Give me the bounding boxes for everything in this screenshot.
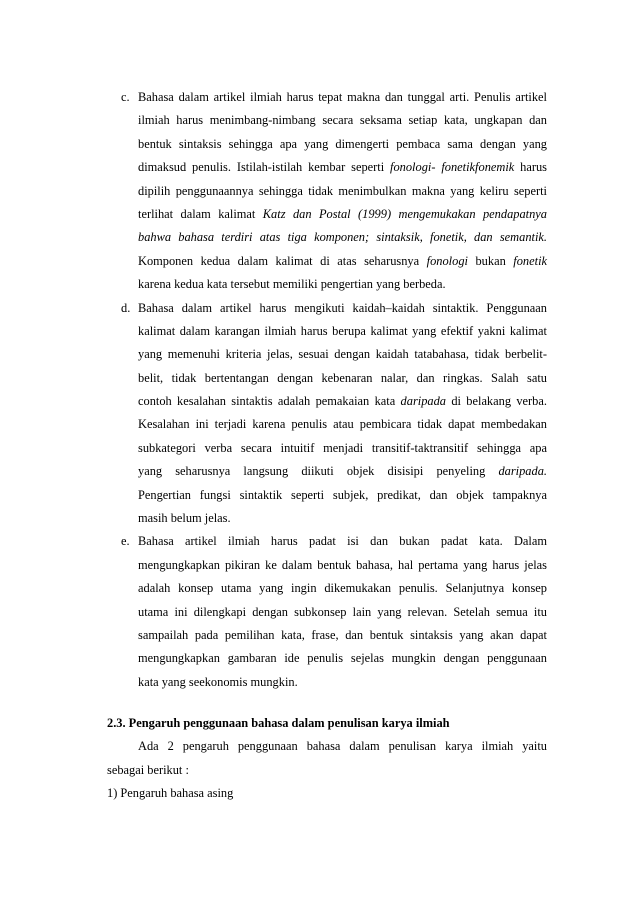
- italic-term: fonetik: [513, 253, 548, 268]
- text-line: terlihat dalam kalimat Katz dan Postal (1999) mengemukakan pendapatnya: [138, 206, 547, 221]
- text-line: subkategori verba secara intuitif menjadi transitif-taktransitif sehingga apa: [138, 440, 547, 455]
- text-line: dipilih penggunaannya sehingga tidak menimbulkan makna yang keliru seperti: [138, 183, 547, 198]
- list-item-e: [0, 530, 638, 694]
- text-line: yang seharusnya langsung diikuti objek disisipi penyeling daripada.: [138, 464, 547, 479]
- text-line: karena kedua kata tersebut memiliki pengertian yang berbeda.: [138, 277, 446, 292]
- list-item-d: [0, 297, 638, 531]
- section-heading: 2.3. Pengaruh penggunaan bahasa dalam penulisan karya ilmiah: [107, 716, 450, 730]
- sub-item-foreign-language: 1) Pengaruh bahasa asing: [107, 786, 234, 801]
- paragraph-line: sebagai berikut :: [107, 762, 189, 777]
- text-line: Pengertian fungsi sintaktik seperti subjek, predikat, dan objek tampaknya: [138, 487, 547, 502]
- list-item-c: [0, 86, 638, 297]
- italic-term: bahwa bahasa terdiri atas tiga komponen; sintaksik, fonetik, dan semantik.: [138, 230, 547, 245]
- section-2-3: [107, 712, 547, 806]
- text-line: mengungkapkan pikiran ke dalam bentuk bahasa, hal pertama yang harus jelas: [138, 557, 547, 572]
- text-line: Komponen kedua dalam kalimat di atas seharusnya fonologi bukan fonetik: [138, 253, 548, 268]
- text-line: masih belum jelas.: [138, 511, 231, 526]
- text-line: Bahasa artikel ilmiah harus padat isi dan bukan padat kata. Dalam: [138, 534, 547, 549]
- text-line: yang memenuhi kriteria jelas, sesuai dengan kaidah tatabahasa, tidak berbelit-: [138, 347, 547, 362]
- text-line: dimaksud penulis. Istilah-istilah kembar seperti fonologi- fonetikfonemik harus: [138, 160, 547, 175]
- text-line: ilmiah harus menimbang-nimbang secara seksama setiap kata, ungkapan dan: [138, 113, 547, 128]
- text-line: utama ini dilengkapi dengan subkonsep lain yang relevan. Setelah semua itu: [138, 604, 547, 619]
- italic-term: daripada: [400, 394, 446, 409]
- italic-term: daripada.: [498, 464, 547, 479]
- text-line: [138, 226, 547, 249]
- text-line: sampailah pada pemilihan kata, frase, dan bentuk sintaksis yang akan dapat: [138, 627, 547, 642]
- criteria-list: [0, 86, 638, 694]
- text-line: kata yang seekonomis mungkin.: [138, 674, 298, 689]
- text-line: bentuk sintaksis sehingga apa yang dimengerti pembaca sama dengan yang: [138, 136, 547, 151]
- text-line: Bahasa dalam artikel ilmiah harus tepat makna dan tunggal arti. Penulis artikel: [138, 90, 547, 104]
- italic-term: fonologi: [426, 253, 468, 268]
- text-line: contoh kesalahan sintaktis adalah pemakaian kata daripada di belakang verba.: [138, 394, 547, 409]
- list-marker: c.: [121, 90, 130, 104]
- text-line: mengungkapkan gambaran ide penulis sejelas mungkin dengan penggunaan: [138, 651, 547, 666]
- text-line: Bahasa dalam artikel harus mengikuti kaidah–kaidah sintaktik. Penggunaan: [138, 300, 547, 315]
- italic-term: fonologi- fonetikfonemik: [390, 160, 515, 175]
- text-line: belit, tidak bertentangan dengan kebenaran nalar, dan ringkas. Salah satu: [138, 370, 547, 385]
- italic-term: Katz dan Postal (1999) mengemukakan pendapatnya: [262, 206, 547, 221]
- list-marker: d.: [121, 300, 131, 315]
- text-line: kalimat dalam karangan ilmiah harus berupa kalimat yang efektif yakni kalimat: [138, 323, 547, 338]
- text-line: adalah konsep utama yang ingin dikemukakan penulis. Selanjutnya konsep: [138, 581, 547, 596]
- list-marker: e.: [121, 534, 130, 549]
- section-paragraph: [107, 735, 547, 782]
- text-line: Kesalahan ini terjadi karena penulis atau pembicara tidak dapat membedakan: [138, 417, 547, 432]
- paragraph-line: Ada 2 pengaruh penggunaan bahasa dalam penulisan karya ilmiah yaitu: [138, 739, 547, 754]
